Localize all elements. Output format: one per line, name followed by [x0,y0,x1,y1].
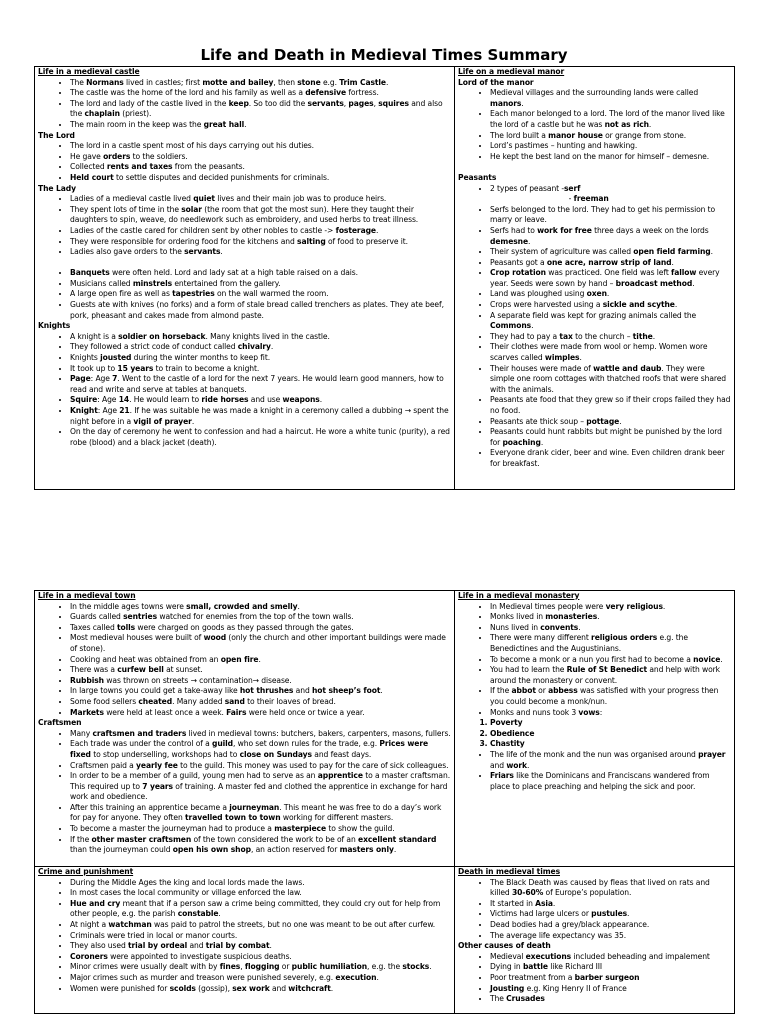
list-item: • Hue and cry meant that if a person saw a crime being committed, they could cry out for help from other people, e.g. the parish constable. [70,899,451,920]
vows-list [458,718,731,750]
list-item: • The Crusades [490,994,731,1005]
lady-heading: The Lady [38,183,76,193]
lord-heading: The Lord [38,130,75,140]
craftsmen-list [38,729,451,856]
list-item: • Most medieval houses were built of wood (only the church and other important buildings were made of stone). [70,633,451,654]
list-item: • He gave orders to the soldiers. [70,152,451,163]
list-item: • The main room in the keep was the great hall. [70,120,451,131]
town-heading: Life in a medieval town [38,591,136,600]
list-item: • Monks lived in monasteries. [490,612,731,623]
list-item: • Lord’s pastimes – hunting and hawking. [490,141,731,152]
list-item: • At night a watchman was paid to patrol the streets, but no one was meant to be out after curfew. [70,920,451,931]
list-item: • Musicians called minstrels entertained from the gallery. [70,279,451,290]
list-item: • It took up to 15 years to train to become a knight. [70,364,451,375]
list-item: • Poor treatment from a barber surgeon [490,973,731,984]
list-item: • They were responsible for ordering food for the kitchens and salting of food to preserve it. [70,237,451,248]
crime-list [38,878,451,995]
list-item: • In Medieval times people were very religious. [490,602,731,613]
list-item: • They spent lots of time in the solar (the room that got the most sun). Here they taught their daughters to spin, weave, do needlework such as embroidery, and used herbs to treat illness. [70,205,451,226]
list-item: • Knights jousted during the winter months to keep fit. [70,353,451,364]
list-item: • In large towns you could get a take-away like hot thrushes and hot sheep’s foot. [70,686,451,697]
death-list [458,878,731,942]
list-item: • Guests ate with knives (no forks) and a form of stale bread called trenchers as plates. They ate beef, pork, pheasant and cakes made from almond paste. [70,300,451,321]
list-item: • You had to learn the Rule of St Benedict and help with work around the monastery or convent. [490,665,731,686]
death-section [455,867,735,1014]
list-item: • The lord built a manor house or grange from stone. [490,131,731,142]
crime-section [35,867,455,1014]
knights-heading: Knights [38,321,71,331]
list-item: • Crops were harvested using a sickle and scythe. [490,300,731,311]
list-item: • In the middle ages towns were small, crowded and smelly. [70,602,451,613]
other-causes-heading: Other causes of death [458,941,551,951]
list-item: • Ladies also gave orders to the servants. [70,247,451,258]
list-item: • Serfs belonged to the lord. They had to get his permission to marry or leave. [490,205,731,226]
manor-section [455,67,735,490]
list-item: • Crop rotation was practiced. One field was left fallow every year. Seeds were sown by hand – broadcast method. [490,268,731,289]
list-item: • Peasants could hunt rabbits but might be punished by the lord for poaching. [490,427,731,448]
list-item: • The Normans lived in castles; first motte and bailey, then stone e.g. Trim Castle. [70,78,451,89]
list-item: • Taxes called tolls were charged on goods as they passed through the gates. [70,623,451,634]
list-item: • Banquets were often held. Lord and lady sat at a high table raised on a dais. [70,268,451,279]
crime-heading: Crime and punishment [38,867,134,876]
list-item: • Criminals were tried in local or manor courts. [70,931,451,942]
list-item: • There was a curfew bell at sunset. [70,665,451,676]
list-item: • Medieval executions included beheading and impalement [490,952,731,963]
list-item: • Victims had large ulcers or pustules. [490,909,731,920]
list-item: • Each trade was under the control of a guild, who set down rules for the trade, e.g. Prices were fixed to stop underselling, workshops had to close on Sundays and feast days. [70,739,451,760]
list-item: • Coroners were appointed to investigate suspicious deaths. [70,952,451,963]
list-item: • 2 types of peasant -serf - freeman [490,184,731,205]
bottom-summary-table [34,590,735,1014]
castle-heading: Life in a medieval castle [38,67,140,76]
list-item: • The life of the monk and the nun was organised around prayer and work. [490,750,731,771]
list-item: • If the abbot or abbess was satisfied with your progress then you could become a monk/nun. [490,686,731,707]
list-item: • Medieval villages and the surrounding lands were called manors. [490,88,731,109]
manor-heading: Life on a medieval manor [458,67,565,76]
list-item: • Peasants ate thick soup – pottage. [490,417,731,428]
list-item: • Major crimes such as murder and treason were punished severely, e.g. execution. [70,973,451,984]
list-item: • Craftsmen paid a yearly fee to the guild. This money was used to pay for the care of sick colleagues. [70,761,451,772]
list-item: • To become a monk or a nun you first had to become a novice. [490,655,731,666]
list-item: • Rubbish was thrown on streets → contamination→ disease. [70,676,451,687]
list-item: • Their houses were made of wattle and daub. They were simple one room cottages with thatched roofs that were shared with the animals. [490,364,731,396]
knights-list [38,332,451,449]
list-item: • Dying in battle like Richard III [490,962,731,973]
list-item: • In order to be a member of a guild, young men had to serve as an apprentice to a master craftsman. This required up to 7 years of training. A master fed and clothed the apprentice in exchange for hard work and obedience. [70,771,451,803]
list-item: • A separate field was kept for grazing animals called the Commons. [490,311,731,332]
list-item: • Friars like the Dominicans and Franciscans wandered from place to place preaching and helping the sick and poor. [490,771,731,792]
monastery-list [458,602,731,719]
list-item: • Ladies of the castle cared for children sent by other nobles to castle -> fosterage. [70,226,451,237]
list-item: • Women were punished for scolds (gossip), sex work and witchcraft. [70,984,451,995]
castle-section [35,67,455,490]
list-item: • Nuns lived in convents. [490,623,731,634]
list-item: • Many craftsmen and traders lived in medieval towns: butchers, bakers, carpenters, masons, fullers. [70,729,451,740]
list-item: • During the Middle Ages the king and local lords made the laws. [70,878,451,889]
lady-list [38,194,451,258]
list-item: • In most cases the local community or village enforced the law. [70,888,451,899]
list-item: • They had to pay a tax to the church – tithe. [490,332,731,343]
craftsmen-heading: Craftsmen [38,718,82,728]
list-item: • Collected rents and taxes from the peasants. [70,162,451,173]
list-item: • Their system of agriculture was called open field farming. [490,247,731,258]
list-item: • Markets were held at least once a week. Fairs were held once or twice a year. [70,708,451,719]
list-item: • He kept the best land on the manor for himself – demesne. [490,152,731,163]
lord-list [38,141,451,183]
list-item: • Everyone drank cider, beer and wine. Even children drank beer for breakfast. [490,448,731,469]
list-item: • Jousting e.g. King Henry II of France [490,984,731,995]
list-item: • On the day of ceremony he went to confession and had a haircut. He wore a white tunic (purity), a red robe (blood) and a black jacket (death). [70,427,451,448]
list-item: • Knight: Age 21. If he was suitable he was made a knight in a ceremony called a dubbing → spent the night before in a vigil of prayer. [70,406,451,427]
list-item: • There were many different religious orders e.g. the Benedictines and the Augustinians. [490,633,731,654]
manor-list [458,88,731,162]
monastery-section [455,591,735,867]
list-item: • Peasants got a one acre, narrow strip of land. [490,258,731,269]
manor-lord-heading: Lord of the manor [458,77,534,87]
list-item: • A knight is a soldier on horseback. Many knights lived in the castle. [70,332,451,343]
list-item: • Land was ploughed using oxen. [490,289,731,300]
peasants-list [458,205,731,470]
list-item: • Dead bodies had a grey/black appearance. [490,920,731,931]
list-item: • The lord in a castle spent most of his days carrying out his duties. [70,141,451,152]
list-item: • The lord and lady of the castle lived in the keep. So too did the servants, pages, squires and also the chaplain (priest). [70,99,451,120]
banquet-list [38,268,451,321]
peasants-heading: Peasants [458,172,497,182]
death-heading: Death in medieval times [458,867,560,876]
list-item: • If the other master craftsmen of the town considered the work to be of an excellent standard than the journeyman could open his own shop, an action reserved for masters only. [70,835,451,856]
list-item: • Ladies of a medieval castle lived quiet lives and their main job was to produce heirs. [70,194,451,205]
list-item: • It started in Asia. [490,899,731,910]
vow-item: 3. Chastity [490,739,731,750]
list-item: • The average life expectancy was 35. [490,931,731,942]
list-item: • Each manor belonged to a lord. The lord of the manor lived like the lord of a castle but he was not as rich. [490,109,731,130]
vow-item: 2. Obedience [490,729,731,740]
list-item: • A large open fire as well as tapestries on the wall warmed the room. [70,289,451,300]
list-item: • Their clothes were made from wool or hemp. Women wore scarves called wimples. [490,342,731,363]
list-item: • After this training an apprentice became a journeyman. This meant he was free to do a day’s work for pay for anyone. They often travelled town to town working for different masters. [70,803,451,824]
list-item: • Some food sellers cheated. Many added sand to their loaves of bread. [70,697,451,708]
list-item: • Guards called sentries watched for enemies from the top of the town walls. [70,612,451,623]
list-item: • They also used trial by ordeal and trial by combat. [70,941,451,952]
list-item: • Monks and nuns took 3 vows: [490,708,731,719]
vow-item: 1. Poverty [490,718,731,729]
list-item: • Minor crimes were usually dealt with by fines, flogging or public humiliation, e.g. the stocks. [70,962,451,973]
list-item: • Held court to settle disputes and decided punishments for criminals. [70,173,451,184]
top-summary-table [34,66,735,490]
list-item: • Cooking and heat was obtained from an open fire. [70,655,451,666]
list-item: • Squire: Age 14. He would learn to ride horses and use weapons. [70,395,451,406]
castle-list [38,78,451,131]
town-section [35,591,455,867]
monastery-heading: Life in a medieval monastery [458,591,580,600]
page-title: Life and Death in Medieval Times Summary [200,46,568,64]
other-causes-list [458,952,731,1005]
list-item: • Peasants ate food that they grew so if their crops failed they had no food. [490,395,731,416]
list-item: • They followed a strict code of conduct called chivalry. [70,342,451,353]
list-item: • The Black Death was caused by fleas that lived on rats and killed 30-60% of Europe’s population. [490,878,731,899]
list-item: • Serfs had to work for free three days a week on the lords demesne. [490,226,731,247]
list-item: • The castle was the home of the lord and his family as well as a defensive fortress. [70,88,451,99]
list-item: • To become a master the journeyman had to produce a masterpiece to show the guild. [70,824,451,835]
peasant-types-list [458,184,731,205]
list-item: • Page: Age 7. Went to the castle of a lord for the next 7 years. He would learn good manners, how to read and write and serve at tables at banquets. [70,374,451,395]
town-list [38,602,451,719]
monastery-list-2 [458,750,731,792]
